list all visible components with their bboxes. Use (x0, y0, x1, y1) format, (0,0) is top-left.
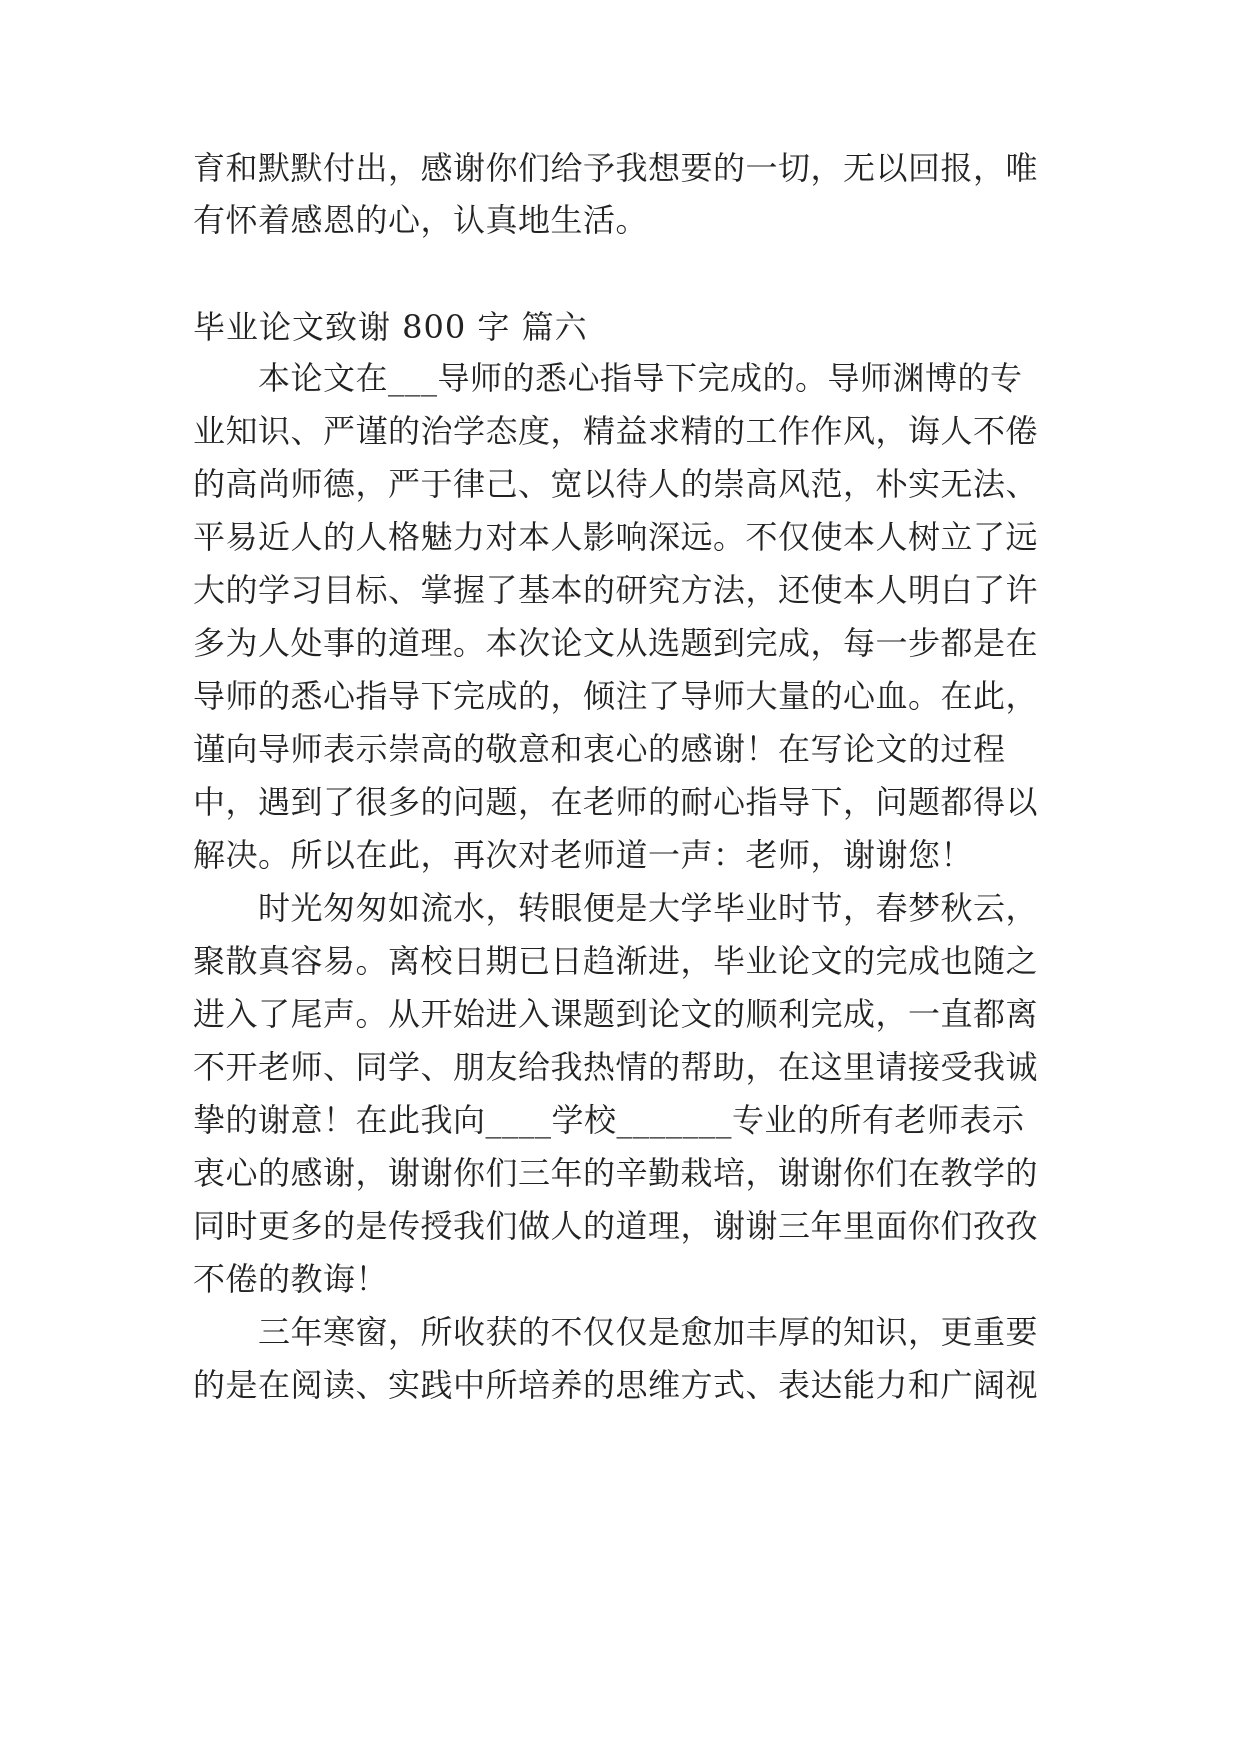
paragraph-line: 谨向导师表示崇高的敬意和衷心的感谢！在写论文的过程 (193, 730, 1006, 768)
paragraph-line: 中，遇到了很多的问题，在老师的耐心指导下，问题都得以 (193, 783, 1039, 821)
paragraph-line: 多为人处事的道理。本次论文从选题到完成，每一步都是在 (193, 624, 1039, 662)
intro-line: 育和默默付出，感谢你们给予我想要的一切，无以回报，唯 (193, 149, 1039, 187)
paragraph-line: 的高尚师德，严于律己、宽以待人的崇高风范，朴实无法、 (193, 465, 1039, 503)
paragraph-line: 衷心的感谢，谢谢你们三年的辛勤栽培，谢谢你们在教学的 (193, 1154, 1039, 1192)
paragraph-line: 不开老师、同学、朋友给我热情的帮助，在这里请接受我诚 (193, 1048, 1039, 1086)
paragraph-line: 导师的悉心指导下完成的，倾注了导师大量的心血。在此， (193, 677, 1039, 715)
intro-line: 有怀着感恩的心，认真地生活。 (193, 201, 649, 239)
paragraph-line: 三年寒窗，所收获的不仅仅是愈加丰厚的知识，更重要 (193, 1313, 1039, 1351)
paragraph-line: 业知识、严谨的治学态度，精益求精的工作作风，诲人不倦 (193, 412, 1039, 450)
paragraph-line: 同时更多的是传授我们做人的道理，谢谢三年里面你们孜孜 (193, 1207, 1039, 1245)
paragraph-line: 本论文在___导师的悉心指导下完成的。导师渊博的专 (193, 359, 1023, 397)
paragraph-line: 挚的谢意！在此我向____学校_______专业的所有老师表示 (193, 1101, 1025, 1139)
section-title: 毕业论文致谢 800 字 篇六 (193, 308, 588, 346)
paragraph-line: 平易近人的人格魅力对本人影响深远。不仅使本人树立了远 (193, 518, 1039, 556)
paragraph-line: 不倦的教诲！ (193, 1260, 389, 1298)
paragraph-line: 解决。所以在此，再次对老师道一声：老师，谢谢您！ (193, 836, 974, 874)
paragraph-line: 的是在阅读、实践中所培养的思维方式、表达能力和广阔视 (193, 1366, 1039, 1404)
paragraph-line: 进入了尾声。从开始进入课题到论文的顺利完成，一直都离 (193, 995, 1039, 1033)
paragraph-line: 聚散真容易。离校日期已日趋渐进，毕业论文的完成也随之 (193, 942, 1039, 980)
paragraph-line: 时光匆匆如流水，转眼便是大学毕业时节，春梦秋云， (193, 889, 1039, 927)
paragraph-line: 大的学习目标、掌握了基本的研究方法，还使本人明白了许 (193, 571, 1039, 609)
